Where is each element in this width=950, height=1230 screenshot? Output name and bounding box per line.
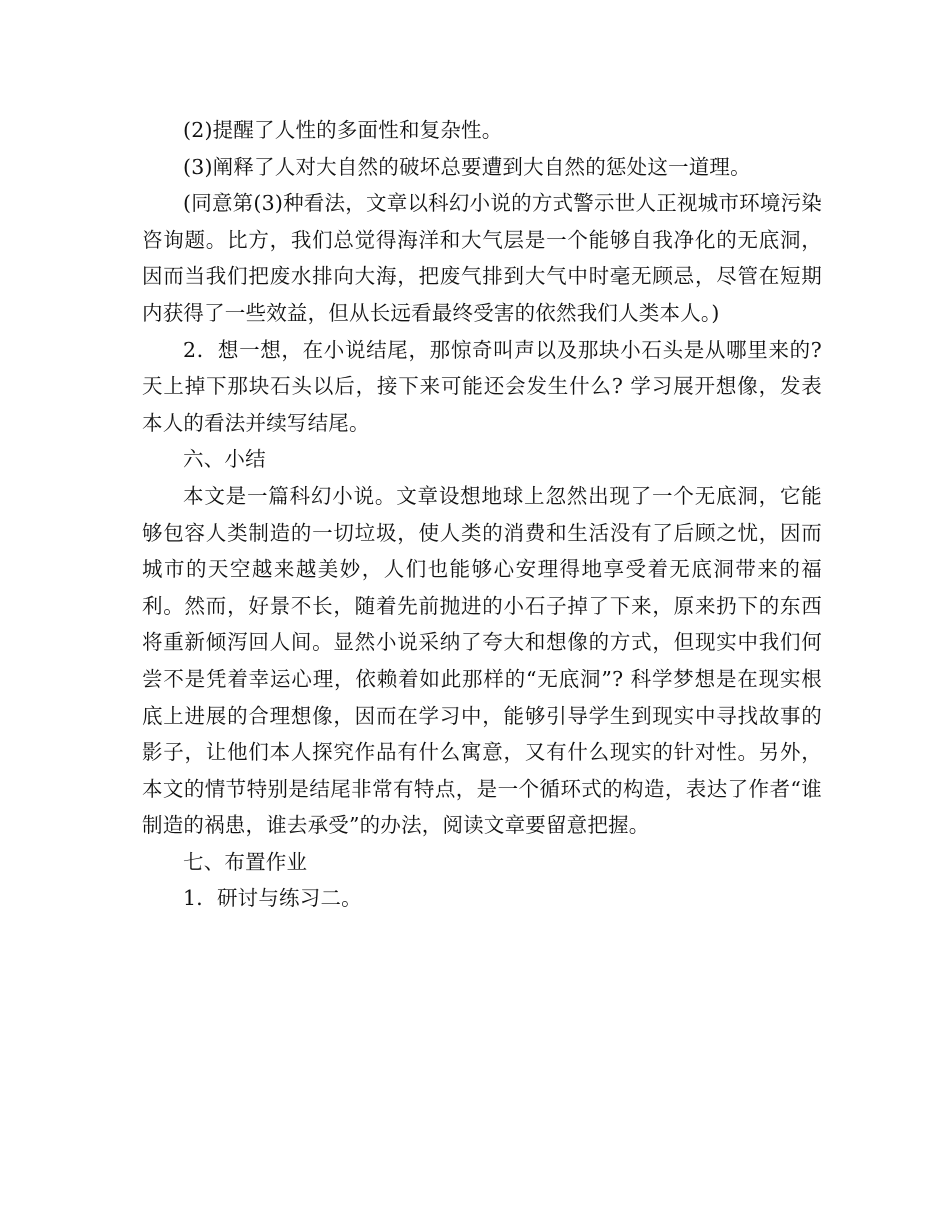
paragraph-question-2: 2．想一想，在小说结尾，那惊奇叫声以及那块小石头是从哪里来的?天上掉下那块石头以后，接下来可能还会发生什么? 学习展开想像，发表本人的看法并续写结尾。 [142, 337, 822, 435]
document-page [142, 112, 822, 917]
section-heading-homework: 七、布置作业 [183, 849, 308, 874]
paragraph-explanation: (同意第(3)种看法，文章以科幻小说的方式警示世人正视城市环境污染咨询题。比方，我们总觉得海洋和大气层是一个能够自我净化的无底洞，因而当我们把废水排向大海，把废气排到大气中时毫无顾忌，尽管在短期内获得了一些效益，但从长远看最终受害的依然我们人类本人。) [142, 191, 822, 325]
paragraph-answer-2: (2)提醒了人性的多面性和复杂性。 [183, 118, 503, 142]
section-heading-summary: 六、小结 [183, 447, 266, 472]
paragraph-summary: 本文是一篇科幻小说。文章设想地球上忽然出现了一个无底洞，它能够包容人类制造的一切垃圾，使人类的消费和生活没有了后顾之忧，因而城市的天空越来越美妙，人们也能够心安理得地享受着无底洞带来的福利。然而，好景不长，随着先前抛进的小石子掉了下来，原来扔下的东西将重新倾泻回人间。显然小说采纳了夸大和想像的方式，但现实中我们何尝不是凭着幸运心理，依赖着如此那样的“无底洞”? 科学梦想是在现实根底上进展的合理想像，因而在学习中，能够引导学生到现实中寻找故事的影子，让他们本人探究作品有什么寓意，又有什么现实的针对性。另外，本文的情节特别是结尾非常有特点，是一个循环式的构造，表达了作者“谁制造的祸患，谁去承受”的办法，阅读文章要留意把握。 [142, 483, 822, 838]
paragraph-homework-1: 1．研讨与练习二。 [183, 886, 362, 911]
paragraph-answer-3: (3)阐释了人对大自然的破坏总要遭到大自然的惩处这一道理。 [183, 154, 751, 179]
